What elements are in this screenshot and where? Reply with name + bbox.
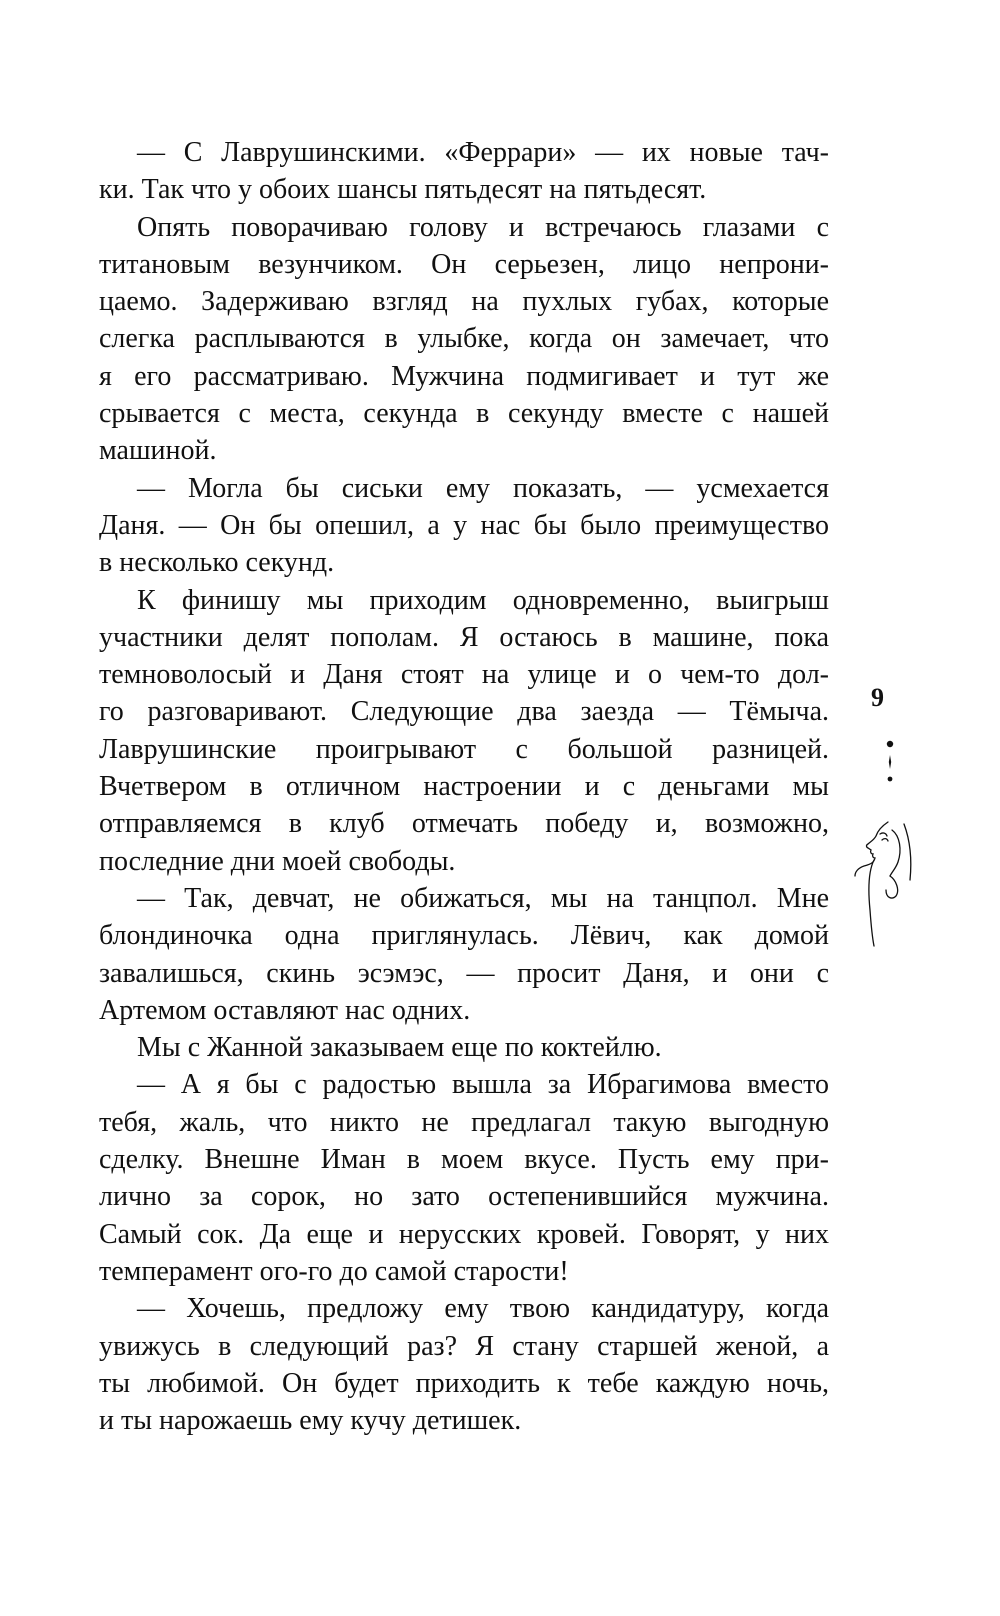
text-line: я его рассматриваю. Мужчина подмигивает и тут же [99,360,829,392]
text-line: Самый сок. Да еще и нерусских кровей. Говорят, у них [99,1218,829,1250]
page-number: 9 [871,683,884,712]
text-line: в несколько секунд. [99,547,335,579]
text-line: участники делят пополам. Я остаюсь в машине, пока [99,621,829,653]
text-line: цаемо. Задерживаю взгляд на пухлых губах, которые [99,286,829,318]
text-line: срывается с места, секунда в секунду вместе с нашей [99,398,829,430]
text-line: ты любимой. Он будет приходить к тебе каждую ночь, [99,1367,829,1399]
text-line: завалишься, скинь эсэмэс, — просит Даня, и они с [99,957,829,989]
text-line: Артемом оставляют нас одних. [99,994,471,1026]
text-line: лично за сорок, но зато остепенившийся мужчина. [99,1181,829,1213]
text-line: — Так, девчат, не обижаться, мы на танцпол. Мне [137,882,829,914]
text-line: — Могла бы сиськи ему показать, — усмехается [137,472,829,504]
text-line: сделку. Внешне Иман в моем вкусе. Пусть ему при- [99,1144,829,1176]
text-line: слегка расплываются в улыбке, когда он замечает, что [99,323,829,355]
text-line: Вчетвером в отличном настроении и с деньгами мы [99,771,829,803]
text-line: — А я бы с радостью вышла за Ибрагимова вместо [137,1069,829,1101]
text-line: титановым везунчиком. Он серьезен, лицо непрони- [99,248,829,280]
text-line: тебя, жаль, что никто не предлагал такую выгодную [99,1106,829,1138]
text-line: увижусь в следующий раз? Я стану старшей женой, а [99,1330,829,1362]
text-line: отправляемся в клуб отмечать победу и, возможно, [99,808,829,840]
text-line: Опять поворачиваю голову и встречаюсь глазами с [137,211,829,243]
text-line: — С Лаврушинскими. «Феррари» — их новые тач- [137,137,829,168]
text-line: ки. Так что у обоих шансы пятьдесят на пятьдесят. [99,174,707,206]
dot-star-divider-icon [880,738,900,788]
text-line: Лаврушинские проигрывают с большой разницей. [99,733,829,765]
text-line: темноволосый и Даня стоят на улице и о чем-то дол- [99,659,829,691]
text-line: последние дни моей свободы. [99,845,456,877]
text-line: К финишу мы приходим одновременно, выигрыш [137,584,829,616]
text-line: — Хочешь, предложу ему твою кандидатуру, когда [137,1293,829,1325]
text-line: Мы с Жанной заказываем еще по коктейлю. [137,1032,662,1064]
body-text [99,134,829,1439]
face-line-drawing-icon [852,820,922,950]
text-line: и ты нарожаешь ему кучу детишек. [99,1405,522,1437]
text-line: блондиночка одна приглянулась. Лёвич, как домой [99,920,829,952]
text-line: темперамент ого-го до самой старости! [99,1255,569,1287]
text-line: Даня. — Он бы опешил, а у нас бы было преимущество [99,509,829,541]
text-line: го разговаривают. Следующие два заезда — Тёмыча. [99,696,829,728]
text-line: машиной. [99,435,217,467]
